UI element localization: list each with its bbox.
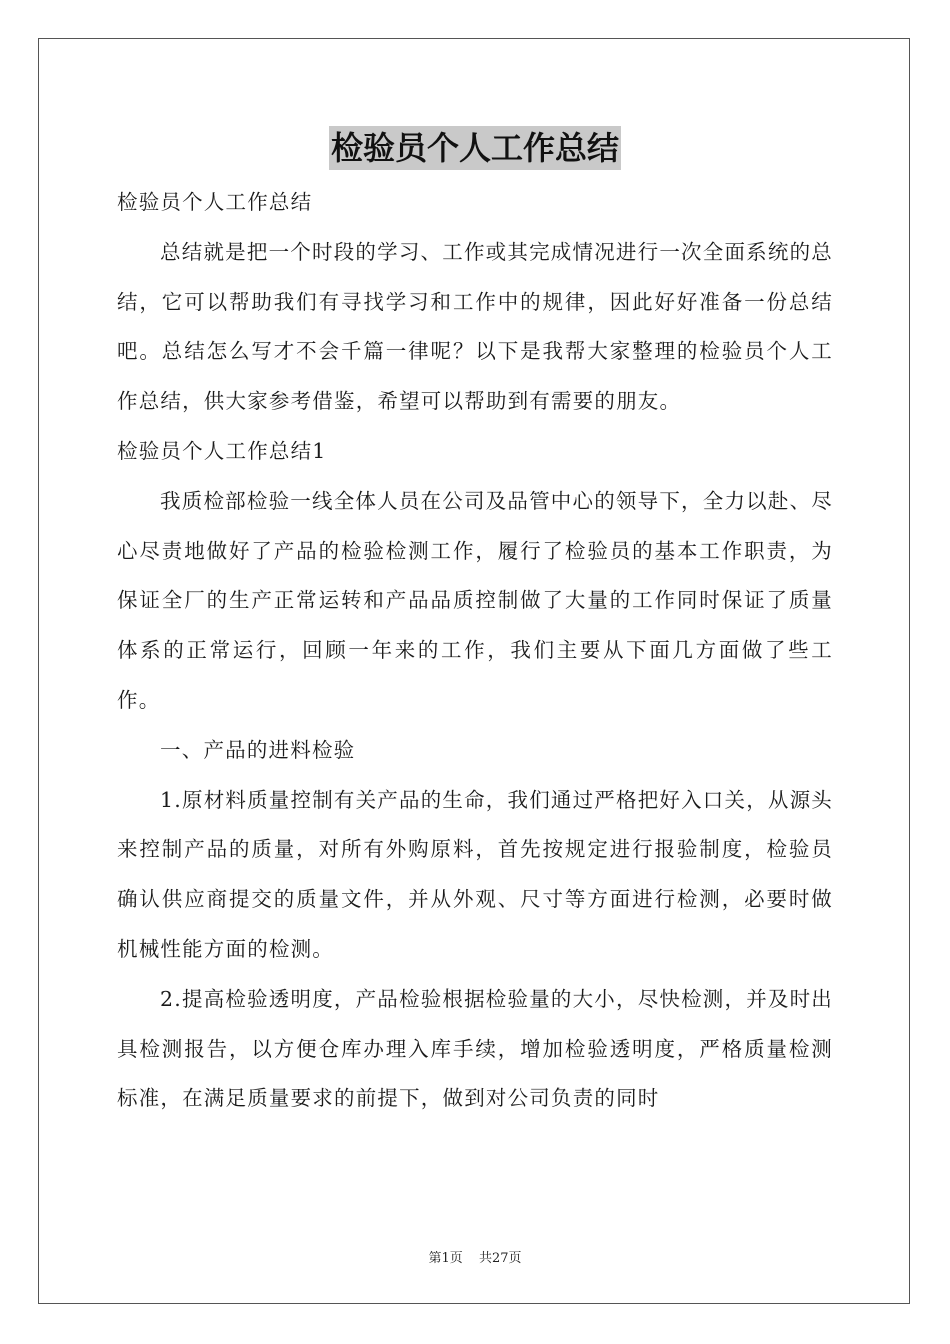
document-title-wrapper: [0, 126, 950, 174]
paragraph-subtitle: 检验员个人工作总结: [117, 190, 313, 214]
paragraph-item-2: 2.提高检验透明度，产品检验根据检验量的大小，尽快检测，并及时出具检测报告，以方便仓库办理入库手续，增加检验透明度，严格质量检测标准，在满足质量要求的前提下，做到对公司负责的同时: [117, 986, 834, 1111]
paragraph-item-1: 1.原材料质量控制有关产品的生命，我们通过严格把好入口关，从源头来控制产品的质量，对所有外购原料，首先按规定进行报验制度，检验员确认供应商提交的质量文件，并从外观、尺寸等方面进行检测，必要时做机械性能方面的检测。: [117, 787, 834, 961]
page-footer: [0, 1247, 950, 1266]
page-number-total: 共27页: [478, 1251, 522, 1266]
page-number-current: 第1页: [428, 1251, 463, 1266]
document-body: [117, 178, 833, 1124]
paragraph-section-heading: 检验员个人工作总结1: [117, 438, 327, 463]
paragraph-body: 我质检部检验一线全体人员在公司及品管中心的领导下，全力以赴、尽心尽责地做好了产品的检验检测工作，履行了检验员的基本工作职责，为保证全厂的生产正常运转和产品品质控制做了大量的工作同时保证了质量体系的正常运行，回顾一年来的工作，我们主要从下面几方面做了些工作。: [117, 488, 833, 712]
paragraph-intro: 总结就是把一个时段的学习、工作或其完成情况进行一次全面系统的总结，它可以帮助我们有寻找学习和工作中的规律，因此好好准备一份总结吧。总结怎么写才不会千篇一律呢？以下是我帮大家整理的检验员个人工作总结，供大家参考借鉴，希望可以帮助到有需要的朋友。: [117, 239, 833, 414]
paragraph-subheading: 一、产品的进料检验: [160, 737, 356, 762]
document-title: 检验员个人工作总结: [329, 126, 621, 170]
